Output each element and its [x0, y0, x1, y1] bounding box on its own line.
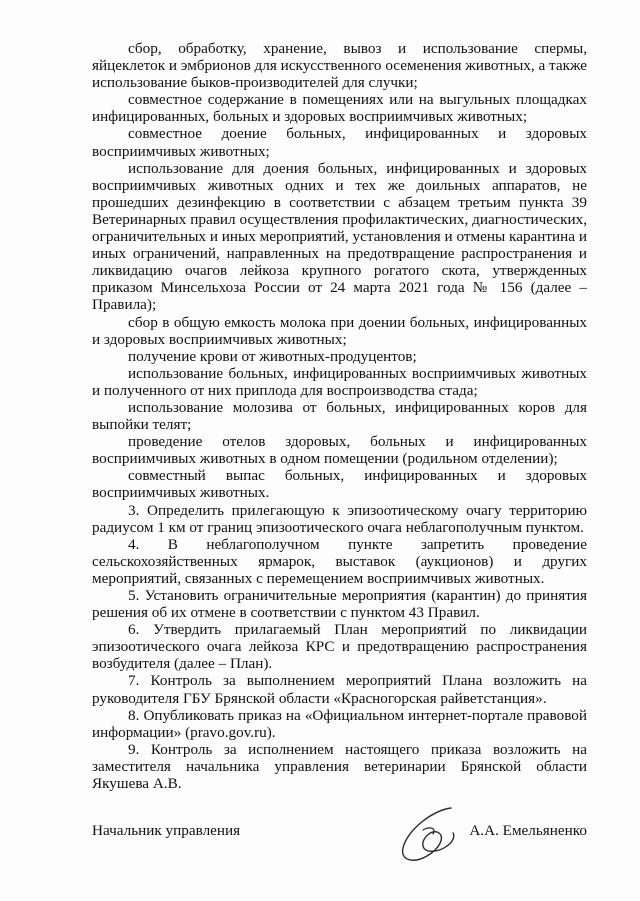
- list-item: совместное доение больных, инфицированных и здоровых восприимчивых животных;: [92, 125, 587, 160]
- signer-name: А.А. Емельяненко: [469, 822, 587, 839]
- numbered-paragraph-6: 6. Утвердить прилагаемый План мероприятий по ликвидации эпизоотического очага лейкоза КРС и предотвращению распространения возбудителя (далее – План).: [92, 621, 587, 673]
- list-item: совместный выпас больных, инфицированных и здоровых восприимчивых животных.: [92, 467, 587, 502]
- numbered-paragraph-9: 9. Контроль за исполнением настоящего приказа возложить на заместителя начальника управления ветеринарии Брянской области Якушева А.В.: [92, 740, 587, 793]
- list-item: проведение отелов здоровых, больных и инфицированных восприимчивых животных в одном помещении (родильном отделении);: [92, 433, 587, 468]
- list-item: получение крови от животных-продуцентов;: [128, 347, 417, 365]
- document-body: [92, 40, 587, 792]
- list-item: сбор в общую емкость молока при доении больных, инфицированных и здоровых восприимчивых животных;: [92, 313, 587, 348]
- list-item: сбор, обработку, хранение, вывоз и использование спермы, яйцеклеток и эмбрионов для искусственного осеменения животных, а также использование быков-производителей для случки;: [92, 40, 587, 92]
- numbered-paragraph-8: 8. Опубликовать приказ на «Официальном интернет-портале правовой информации» (pravo.gov.ru).: [92, 706, 587, 741]
- list-item: использование молозива от больных, инфицированных коров для выпойки телят;: [92, 398, 587, 434]
- list-item: совместное содержание в помещениях или на выгульных площадках инфицированных, больных и здоровых восприимчивых животных;: [92, 91, 587, 126]
- list-item: использование для доения больных, инфицированных и здоровых восприимчивых животных одних и тех же доильных аппаратов, не прошедших дезинфекцию в соответствии с абзацем третьим пункта 39 Ветеринарных правил осуществления профилактических, диагностических, ограничительных и иных мероприятий, установления и отмены карантина и иных ограничений, направленных на предотвращение распространения и ликвидацию очагов лейкоза крупного рогатого скота, утвержденных приказом Минсельхоза России от 24 марта 2021 года № 156 (далее – Правила);: [92, 159, 587, 314]
- numbered-paragraph-4: 4. В неблагополучном пункте запретить проведение сельскохозяйственных ярмарок, выставок (аукционов) и других мероприятий, связанных с перемещением восприимчивых животных.: [92, 535, 587, 587]
- numbered-paragraph-3: 3. Определить прилегающую к эпизоотическому очагу территорию радиусом 1 км от границ эпизоотического очага неблагополучным пунктом.: [92, 501, 587, 536]
- numbered-paragraph-5: 5. Установить ограничительные мероприятия (карантин) до принятия решения об их отмене в соответствии с пунктом 43 Правил.: [92, 587, 587, 622]
- list-item: использование больных, инфицированных восприимчивых животных и полученного от них приплода для воспроизводства стада;: [92, 364, 587, 399]
- numbered-paragraph-7: 7. Контроль за выполнением мероприятий Плана возложить на руководителя ГБУ Брянской области «Красногорская райветстанция».: [92, 672, 587, 707]
- signer-position: Начальник управления: [92, 822, 241, 839]
- signature-image: [393, 800, 473, 870]
